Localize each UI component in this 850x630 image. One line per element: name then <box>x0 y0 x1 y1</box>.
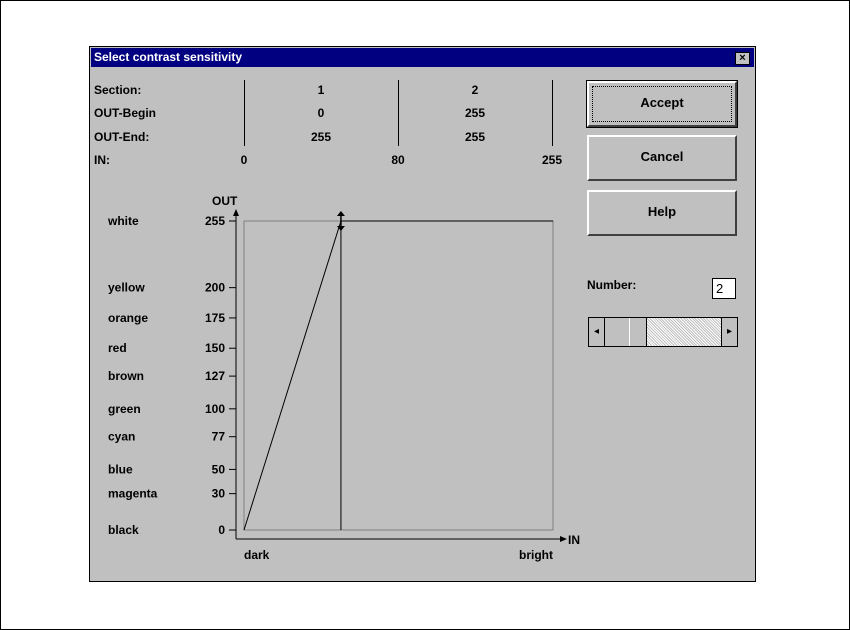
section-2-out-begin: 255 <box>464 106 486 120</box>
x-axis-title: IN <box>568 533 580 547</box>
level-value-cyan: 77 <box>211 429 225 444</box>
x-axis-arrow-icon <box>560 536 567 542</box>
plot-area <box>244 221 553 530</box>
level-value-magenta: 30 <box>211 486 225 501</box>
level-name-white: white <box>108 214 139 228</box>
level-value-orange: 175 <box>204 310 225 325</box>
row-label-out-begin: OUT-Begin <box>94 106 156 120</box>
section-2-out-end: 255 <box>464 130 486 144</box>
level-name-blue: blue <box>108 462 133 477</box>
section-1-out-begin: 0 <box>317 106 325 120</box>
scroll-thumb[interactable] <box>629 318 647 346</box>
level-name-red: red <box>108 341 127 356</box>
y-axis-title: OUT <box>212 194 238 208</box>
accept-button[interactable] <box>587 81 737 127</box>
level-name-brown: brown <box>108 369 144 384</box>
row-label-in: IN: <box>94 153 110 167</box>
level-value-black: 0 <box>218 523 225 537</box>
y-axis-arrow-icon <box>233 209 239 216</box>
number-scrollbar[interactable] <box>588 317 738 347</box>
help-button[interactable] <box>587 190 737 236</box>
help-button-label: Help <box>647 204 677 219</box>
level-name-cyan: cyan <box>108 429 136 444</box>
contrast-curve <box>244 221 553 530</box>
row-label-section: Section: <box>94 83 142 97</box>
section-1-out-end: 255 <box>310 130 332 144</box>
section-2-number: 2 <box>471 83 479 97</box>
level-value-yellow: 200 <box>204 280 225 295</box>
level-value-white: 255 <box>204 214 225 228</box>
number-field[interactable]: 2 <box>712 278 736 299</box>
row-label-out-end: OUT-End: <box>94 130 150 144</box>
x-max-label: bright <box>519 548 553 562</box>
dialog-title: Select contrast sensitivity <box>94 50 243 64</box>
level-name-orange: orange <box>108 310 149 325</box>
section-1-number: 1 <box>317 83 325 97</box>
contrast-graph <box>90 185 590 575</box>
level-value-brown: 127 <box>204 369 225 384</box>
accept-button-label: Accept <box>640 95 684 110</box>
level-name-green: green <box>108 401 141 416</box>
number-label: Number: <box>587 278 637 292</box>
scroll-left-arrow-icon[interactable]: ◂ <box>589 318 605 346</box>
level-name-magenta: magenta <box>108 486 158 501</box>
section-divider <box>398 80 399 146</box>
cancel-button-label: Cancel <box>640 149 684 164</box>
scroll-track[interactable] <box>605 318 629 346</box>
contrast-dialog <box>89 46 756 582</box>
section-divider <box>244 80 245 146</box>
in-value-1: 80 <box>391 153 405 167</box>
x-min-label: dark <box>244 548 270 562</box>
level-name-yellow: yellow <box>108 280 145 295</box>
cancel-button[interactable] <box>587 135 737 181</box>
level-value-red: 150 <box>204 341 225 356</box>
level-value-blue: 50 <box>211 462 225 477</box>
scroll-right-arrow-icon[interactable]: ▸ <box>721 318 737 346</box>
close-button[interactable]: × <box>735 52 750 65</box>
in-value-0: 0 <box>240 153 248 167</box>
title-bar[interactable] <box>91 48 754 67</box>
focus-rect <box>592 86 732 122</box>
level-name-black: black <box>108 523 139 537</box>
level-value-green: 100 <box>204 401 225 416</box>
in-value-2: 255 <box>541 153 563 167</box>
section-divider <box>552 80 553 146</box>
